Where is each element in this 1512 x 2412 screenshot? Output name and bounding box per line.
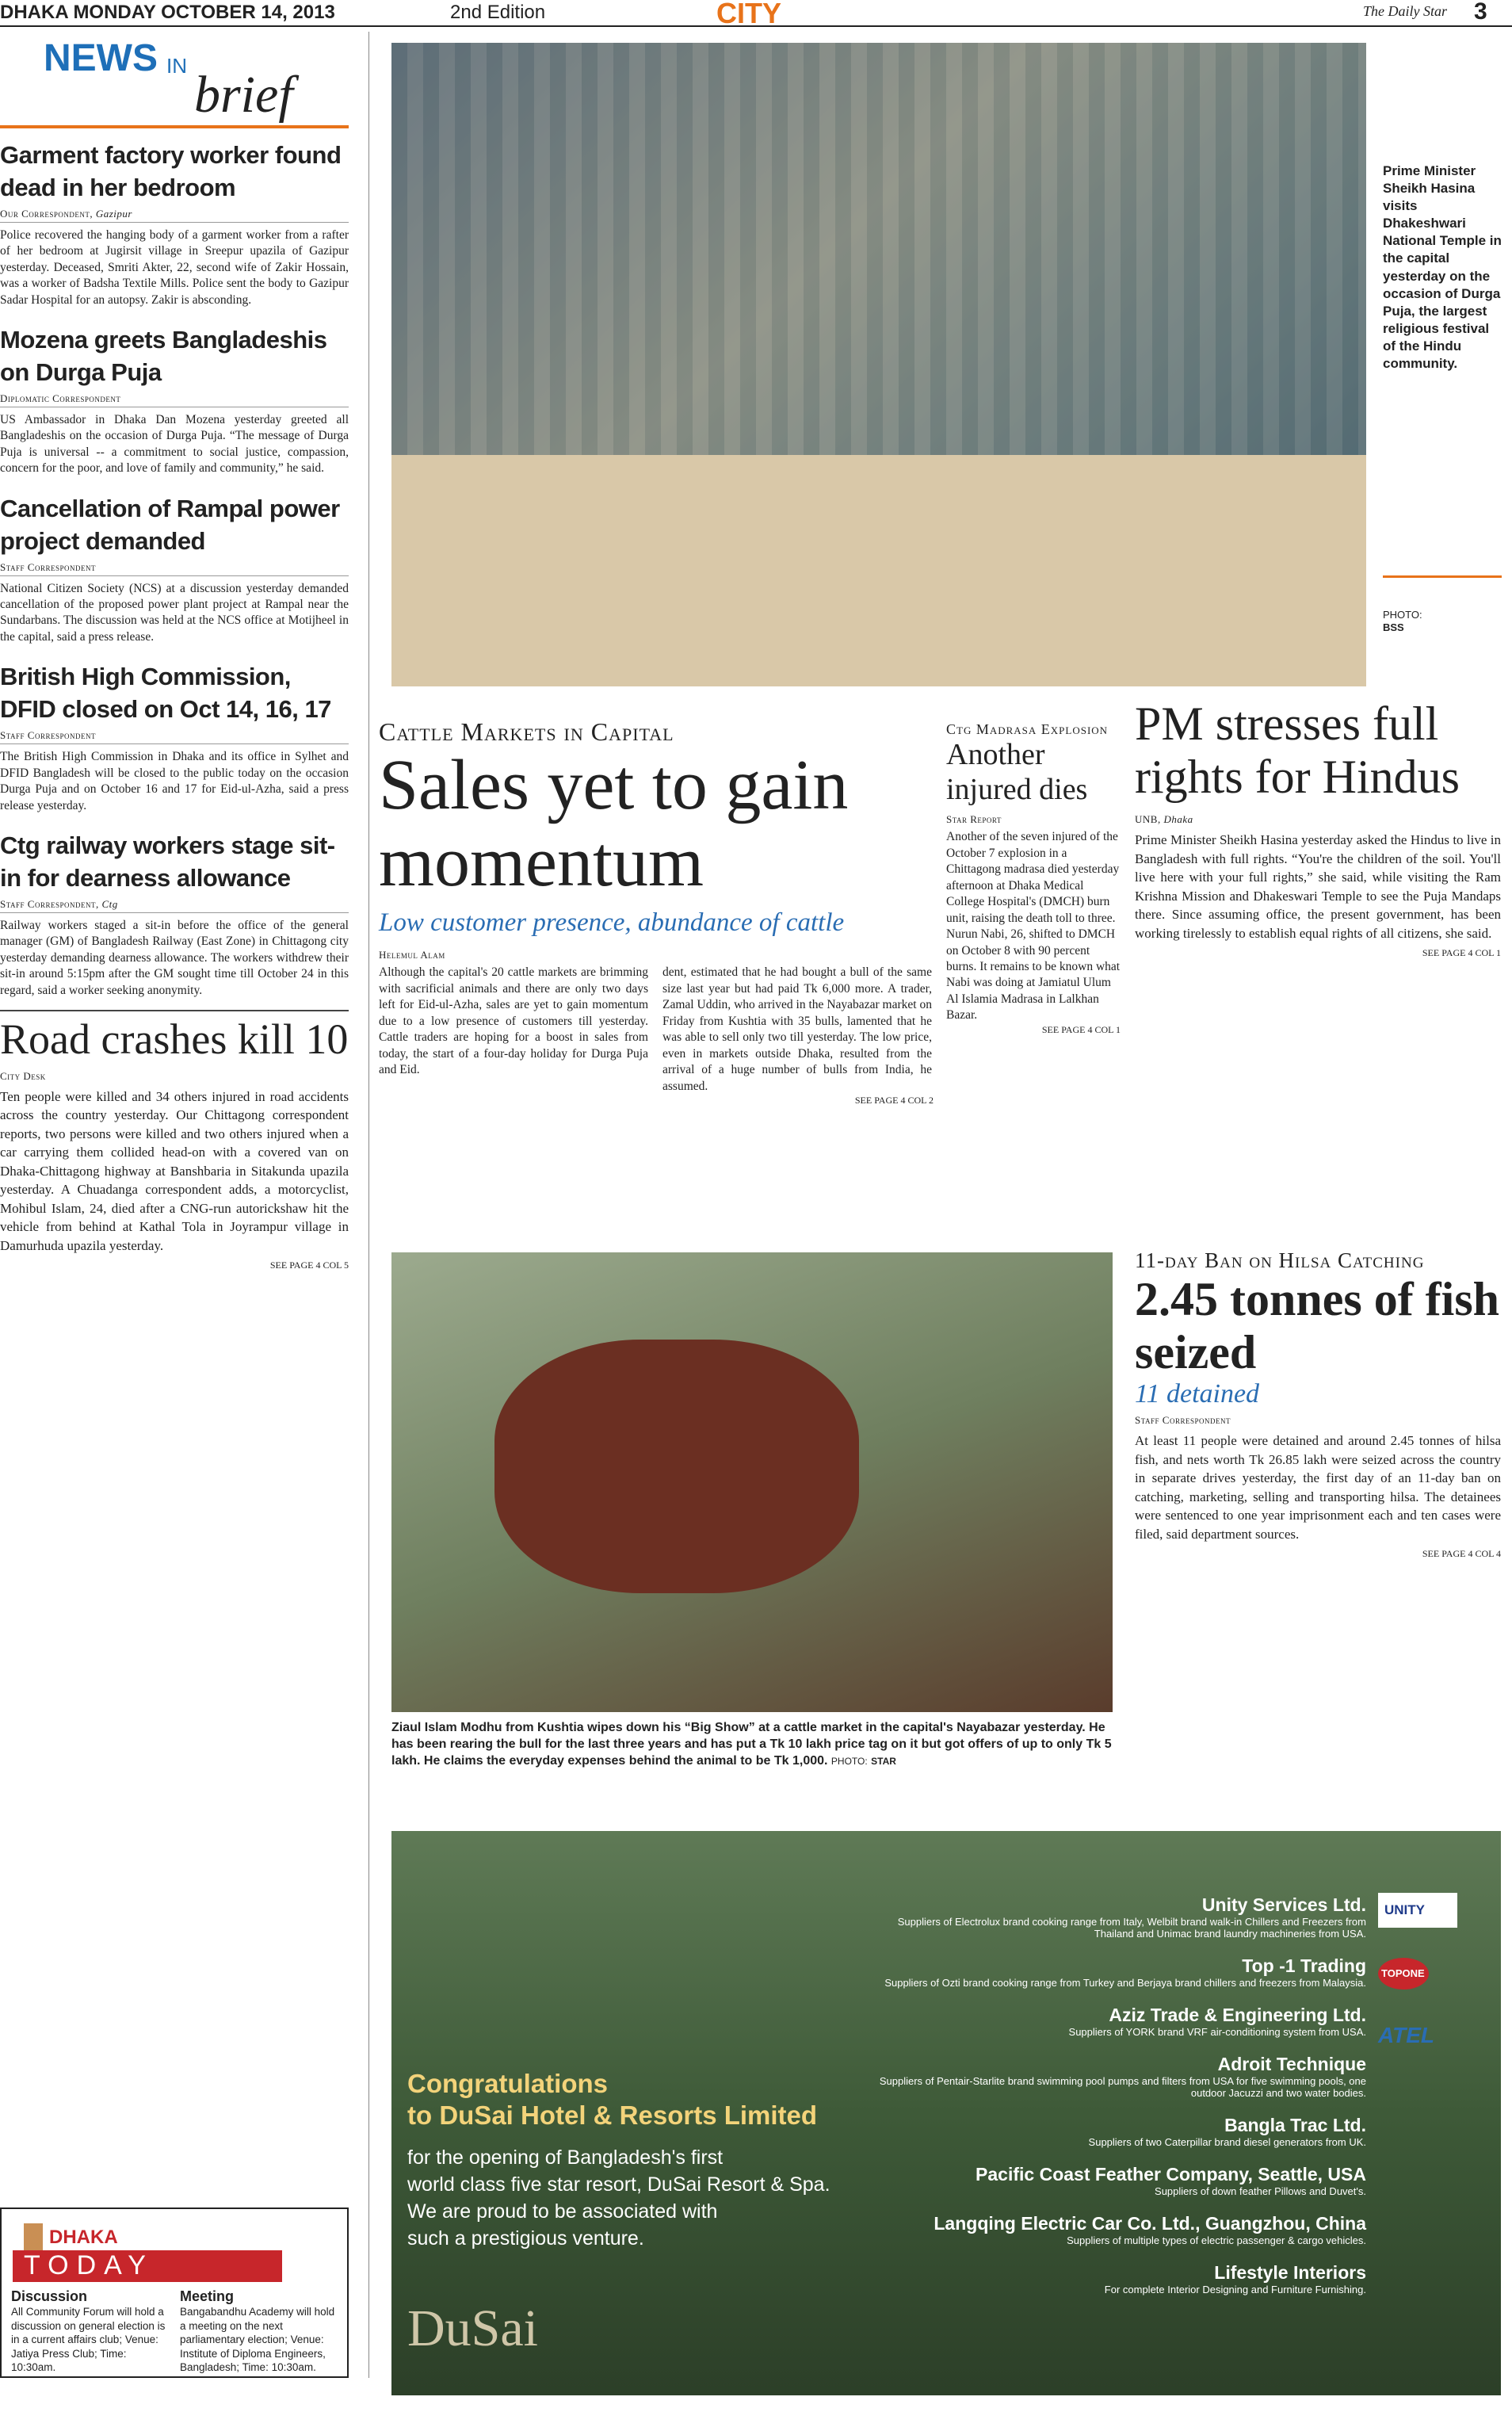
madrasa-kicker: Ctg Madrasa Explosion (946, 721, 1109, 737)
pm-see-page: SEE PAGE 4 COL 1 (1422, 947, 1501, 959)
brief-body: National Citizen Society (NCS) at a discussion yesterday demanded cancellation of the proposed power plant project at Rampal near the Sundarbans. The discussion was held at the NCS office at Motijheel in the capital, said a press release. (0, 581, 349, 644)
madrasa-see-page: SEE PAGE 4 COL 1 (1041, 1023, 1121, 1035)
today-logo-bottom: TODAY (13, 2250, 282, 2282)
bull-photo (391, 1252, 1113, 1712)
ad-company (859, 2213, 1366, 2246)
brief-byline: Our Correspondent, (0, 207, 94, 220)
ad-company-desc: Suppliers of multiple types of electric passenger & cargo vehicles. (1067, 2234, 1366, 2246)
brief-rule (0, 743, 349, 744)
puja-caption: Prime Minister Sheikh Hasina visits Dhakeshwari National Temple in the capital yesterday on the occasion of Durga Puja, the largest religious festival of the Hindu community. (1383, 163, 1502, 372)
ad-company (859, 1894, 1366, 1940)
puja-credit: BSS (1383, 621, 1404, 633)
cattle-body-1: Although the capital's 20 cattle markets are brimming with sacrificial animals and there are only two days left for Eid-ul-Azha, sales are yet to gain momentum due to a low presence of customers till yesterday. Cattle traders are hoping for a boost in sales from today, the start of a four-day holiday for Durga Puja and Eid. (379, 965, 648, 1077)
brief-item (0, 661, 349, 814)
bull-caption (391, 1720, 1113, 1769)
hilsa-headline: 2.45 tonnes of fish seized (1135, 1273, 1500, 1379)
brief-body: Police recovered the hanging body of a garment worker from a rafter of her bedroom at Jugirsit village in Sreepur upazila of Gazipur yesterday. Deceased, Smriti Akter, 22, second wife of Zakir Hossain, was a worker of Badsha Textile Mills. Police sent the body to Gazipur Sadar Hospital for an autopsy. Zakir is absconding. (0, 227, 349, 307)
road-body: Ten people were killed and 34 others injured in road accidents across the country yesterday. Our Chittagong correspondent reports, two persons were killed and two others injured when a car carrying them collided head-on with a covered van on Dhaka-Chittagong highway at Banshbaria in Sitakunda upazila yesterday. A Chuadanga correspondent adds, a motorcyclist, Mohibul Islam, 24, died after a CNG-run autorickshaw hit the vehicle from behind at Kathal Tola in Joyrampur village in Damurhuda upazila yesterday. (0, 1089, 349, 1253)
puja-credit-label: PHOTO: (1383, 609, 1422, 621)
ad-company-list (859, 1894, 1366, 2311)
today-right-title: Meeting (180, 2288, 235, 2304)
brief-body: US Ambassador in Dhaka Dan Mozena yesterday greeted all Bangladeshis on the occasion of Durga Puja. “The message of Durga Puja is universal -- a commitment to social justice, compassion, concern for the poor, and love of family and community,” he said. (0, 412, 349, 476)
ad-company-name: Bangla Trac Ltd. (1224, 2115, 1366, 2135)
cattle-byline: Helemul Alam (379, 949, 445, 961)
ad-company-desc: Suppliers of down feather Pillows and Duvet's. (1155, 2185, 1366, 2197)
hilsa-kicker: 11-day Ban on Hilsa Catching (1135, 1248, 1425, 1272)
today-right-body: Bangabandhu Academy will hold a meeting on the next parliamentary election; Venue: Institute of Diploma Engineers, Bangladesh; Time: 10:30am. (180, 2306, 335, 2374)
today-left (11, 2288, 166, 2375)
ad-logo: DuSai (407, 2299, 538, 2357)
ad-company (859, 2005, 1366, 2038)
ad-company-name: Unity Services Ltd. (1201, 1894, 1366, 1915)
logo-brief: brief (194, 66, 293, 124)
column-rule (368, 32, 369, 2378)
cattle-see-page: SEE PAGE 4 COL 2 (854, 1095, 934, 1106)
pm-story (1135, 698, 1501, 959)
logo-news: NEWS (44, 37, 158, 79)
puja-photo (391, 43, 1366, 686)
ad-company (859, 2262, 1366, 2295)
brief-headline: Ctg railway workers stage sit-in for dearness allowance (0, 831, 335, 892)
ad-company-desc: Suppliers of two Caterpillar brand diesel generators from UK. (1088, 2136, 1366, 2148)
hilsa-body: At least 11 people were detained and around 2.45 tonnes of hilsa fish, and nets worth Tk 26.85 lakh were seized across the country in separate drives yesterday, the first day of an 11-day ban on catching, marketing, selling and transporting hilsa. The detainees were sentenced to one year imprisonment each and ten cases were filed, said department sources. (1135, 1433, 1501, 1542)
ad-company (859, 2054, 1366, 2099)
brief-item (0, 324, 349, 477)
cattle-headline: Sales yet to gain momentum (379, 746, 849, 902)
hilsa-deck: 11 detained (1135, 1379, 1260, 1409)
brief-item (0, 493, 349, 646)
dhaka-today-box (0, 2207, 349, 2378)
cattle-body-2: dent, estimated that he had bought a bull of the same size last year but had paid Tk 6,000 more. A trader, Zamal Uddin, who arrived in the Nayabazar market on Friday from Kushtia with 35 bulls, lamented that he was able to sell only two till yesterday. The low price, even in markets outside Dhaka, resulted from the arrival of a huge number of bulls from India, he assumed. (662, 965, 932, 1093)
today-left-title: Discussion (11, 2288, 88, 2304)
news-in-brief-logo (0, 32, 349, 133)
photo-floor (391, 455, 1366, 686)
logo-in: IN (166, 54, 187, 78)
ad-company-name: Adroit Technique (1217, 2054, 1366, 2074)
ad-company-name: Langqing Electric Car Co. Ltd., Guangzhou, China (934, 2213, 1366, 2234)
ad-congrats-1: Congratulations (407, 2069, 608, 2098)
dusai-advertisement (391, 1831, 1501, 2395)
hilsa-see-page: SEE PAGE 4 COL 4 (1422, 1548, 1501, 1560)
ad-company-desc: Suppliers of Ozti brand cooking range from Turkey and Berjaya brand chillers and freezers from Malaysia. (884, 1977, 1366, 1989)
brief-byline: Staff Correspondent (0, 729, 96, 742)
dateline: DHAKA MONDAY OCTOBER 14, 2013 (0, 2, 335, 23)
paper-name: The Daily Star (1363, 3, 1447, 19)
ad-line-1: for the opening of Bangladesh's first (407, 2146, 724, 2169)
brief-item (0, 140, 349, 308)
bull-credit: STAR (871, 1755, 896, 1767)
pm-place: Dhaka (1163, 813, 1193, 826)
atel-logo: ATEL (1378, 2023, 1435, 2047)
cattle-story (379, 717, 934, 1107)
brief-rule (0, 912, 349, 913)
cattle-deck: Low customer presence, abundance of cattle (379, 908, 845, 938)
brief-byline: Diplomatic Correspondent (0, 392, 121, 404)
ad-congrats-2: to DuSai Hotel & Resorts Limited (407, 2100, 818, 2130)
left-column (0, 32, 349, 2378)
pm-body: Prime Minister Sheikh Hasina yesterday asked the Hindus to live in Bangladesh with full rights. “You're the children of the soil. You'll live here with your full rights,” she said, while visiting the Ram Krishna Mission and Dhakeswari Temple to see the Puja Mandaps there. Since assuming office, the present government, has been working tirelessly to establish equal rights of all citizens, she said. (1135, 832, 1501, 941)
brief-byline: Staff Correspondent (0, 560, 96, 573)
ad-company-name: Aziz Trade & Engineering Ltd. (1109, 2005, 1366, 2025)
ad-company-name: Top -1 Trading (1242, 1955, 1366, 1976)
madrasa-headline: Another injured dies (946, 738, 1088, 806)
pm-headline: PM stresses full rights for Hindus (1135, 698, 1460, 804)
bull-credit-label: PHOTO: (830, 1755, 868, 1767)
unity-logo: UNITY (1378, 1893, 1457, 1928)
brief-list (0, 140, 349, 999)
caption-rule (1383, 575, 1502, 578)
ad-company-name: Lifestyle Interiors (1214, 2262, 1366, 2283)
ad-company (859, 2115, 1366, 2148)
logo-rule (0, 125, 349, 128)
brief-rule (0, 222, 349, 223)
bull-shape (494, 1340, 859, 1593)
road-byline: City Desk (0, 1070, 46, 1083)
ad-line-3: We are proud to be associated with (407, 2200, 718, 2223)
ad-company (859, 2164, 1366, 2197)
brief-headline: Mozena greets Bangladeshis on Durga Puja (0, 326, 327, 386)
brief-place: Gazipur (95, 207, 132, 220)
brief-byline: Staff Correspondent, (0, 897, 99, 910)
bull-caption-text: Ziaul Islam Modhu from Kushtia wipes down his “Big Show” at a cattle market in the capital's Nayabazar yesterday. He has been rearing the bull for the last three years and has put a Tk 10 lakh price tag on it but got offers of up to only Tk 5 lakh. He claims the everyday expenses behind the animal to be Tk 1,000. (391, 1721, 1112, 1768)
brief-headline: Cancellation of Rampal power project demanded (0, 494, 340, 555)
brief-place: Ctg (101, 897, 118, 910)
brief-rule (0, 575, 349, 576)
ad-company-desc: For complete Interior Designing and Furniture Furnishing. (1104, 2284, 1366, 2295)
section-name: CITY (716, 0, 782, 29)
brief-headline: British High Commission, DFID closed on Oct 14, 16, 17 (0, 663, 331, 724)
cattle-kicker: Cattle Markets in Capital (379, 717, 674, 746)
road-crashes-headline: Road crashes kill 10 (0, 1015, 349, 1064)
hilsa-story (1135, 1248, 1501, 1560)
photo-backdrop (391, 43, 1366, 487)
ad-company-desc: Suppliers of Electrolux brand cooking range from Italy, Welbilt brand walk-in Chillers and Freezers from Thailand and Unimac brand laundry machineries from USA. (897, 1916, 1366, 1940)
madrasa-byline: Star Report (946, 813, 1002, 826)
brief-body: The British High Commission in Dhaka and its office in Sylhet and DFID Bangladesh will be closed to the public today on the occasion Durga Puja and on October 16 and 17 for Eid-ul-Azha, said a press release yesterday. (0, 750, 349, 812)
brief-headline: Garment factory worker found dead in her bedroom (0, 141, 342, 201)
today-logo-top: DHAKA (49, 2227, 118, 2248)
ad-company (859, 1955, 1366, 1989)
divider (0, 1010, 349, 1011)
pm-byline: UNB, (1135, 813, 1161, 826)
today-left-body: All Community Forum will hold a discussion on general election is in a current affairs club; Venue: Jatiya Press Club; Time: 10:30am. (11, 2306, 166, 2374)
masthead (0, 0, 1512, 27)
brief-item (0, 830, 349, 999)
madrasa-story (946, 721, 1121, 1036)
today-right (180, 2288, 338, 2375)
ad-company-name: Pacific Coast Feather Company, Seattle, USA (976, 2164, 1366, 2185)
brief-body: Railway workers staged a sit-in before the office of the general manager (GM) of Bangladesh Railway (East Zone) in Chittagong city yesterday demanding dearness allowance. The workers withdrew their sit-in around 5:15pm after the GM sought time till October 24 in this regard, said a worker seeking anonymity. (0, 918, 349, 997)
madrasa-body: Another of the seven injured of the October 7 explosion in a Chittagong madrasa died yesterday afternoon at Dhaka Medical College Hospital's (DMCH) burn unit, raising the death toll to three. Nurun Nabi, 26, shifted to DMCH on October 8 with 90 percent burns. It remains to be known what Nabi was doing at Jamiatul Ulum Al Islamia Madrasa in Lalkhan Bazar. (946, 830, 1121, 1023)
ad-line-2: world class five star resort, DuSai Resort & Spa. (407, 2173, 830, 2196)
topone-logo: TOPONE (1378, 1958, 1429, 1990)
ad-line-4: such a prestigious venture. (407, 2227, 644, 2250)
hilsa-byline: Staff Correspondent (1135, 1414, 1231, 1427)
page-number: 3 (1474, 0, 1487, 25)
ad-company-desc: Suppliers of YORK brand VRF air-conditioning system from USA. (1068, 2026, 1366, 2038)
edition: 2nd Edition (450, 2, 546, 23)
road-see-page: SEE PAGE 4 COL 5 (269, 1260, 349, 1271)
ad-company-desc: Suppliers of Pentair-Starlite brand swimming pool pumps and filters from USA for five swimming pools, one outdoor Jacuzzi and two water bodies. (879, 2075, 1366, 2099)
